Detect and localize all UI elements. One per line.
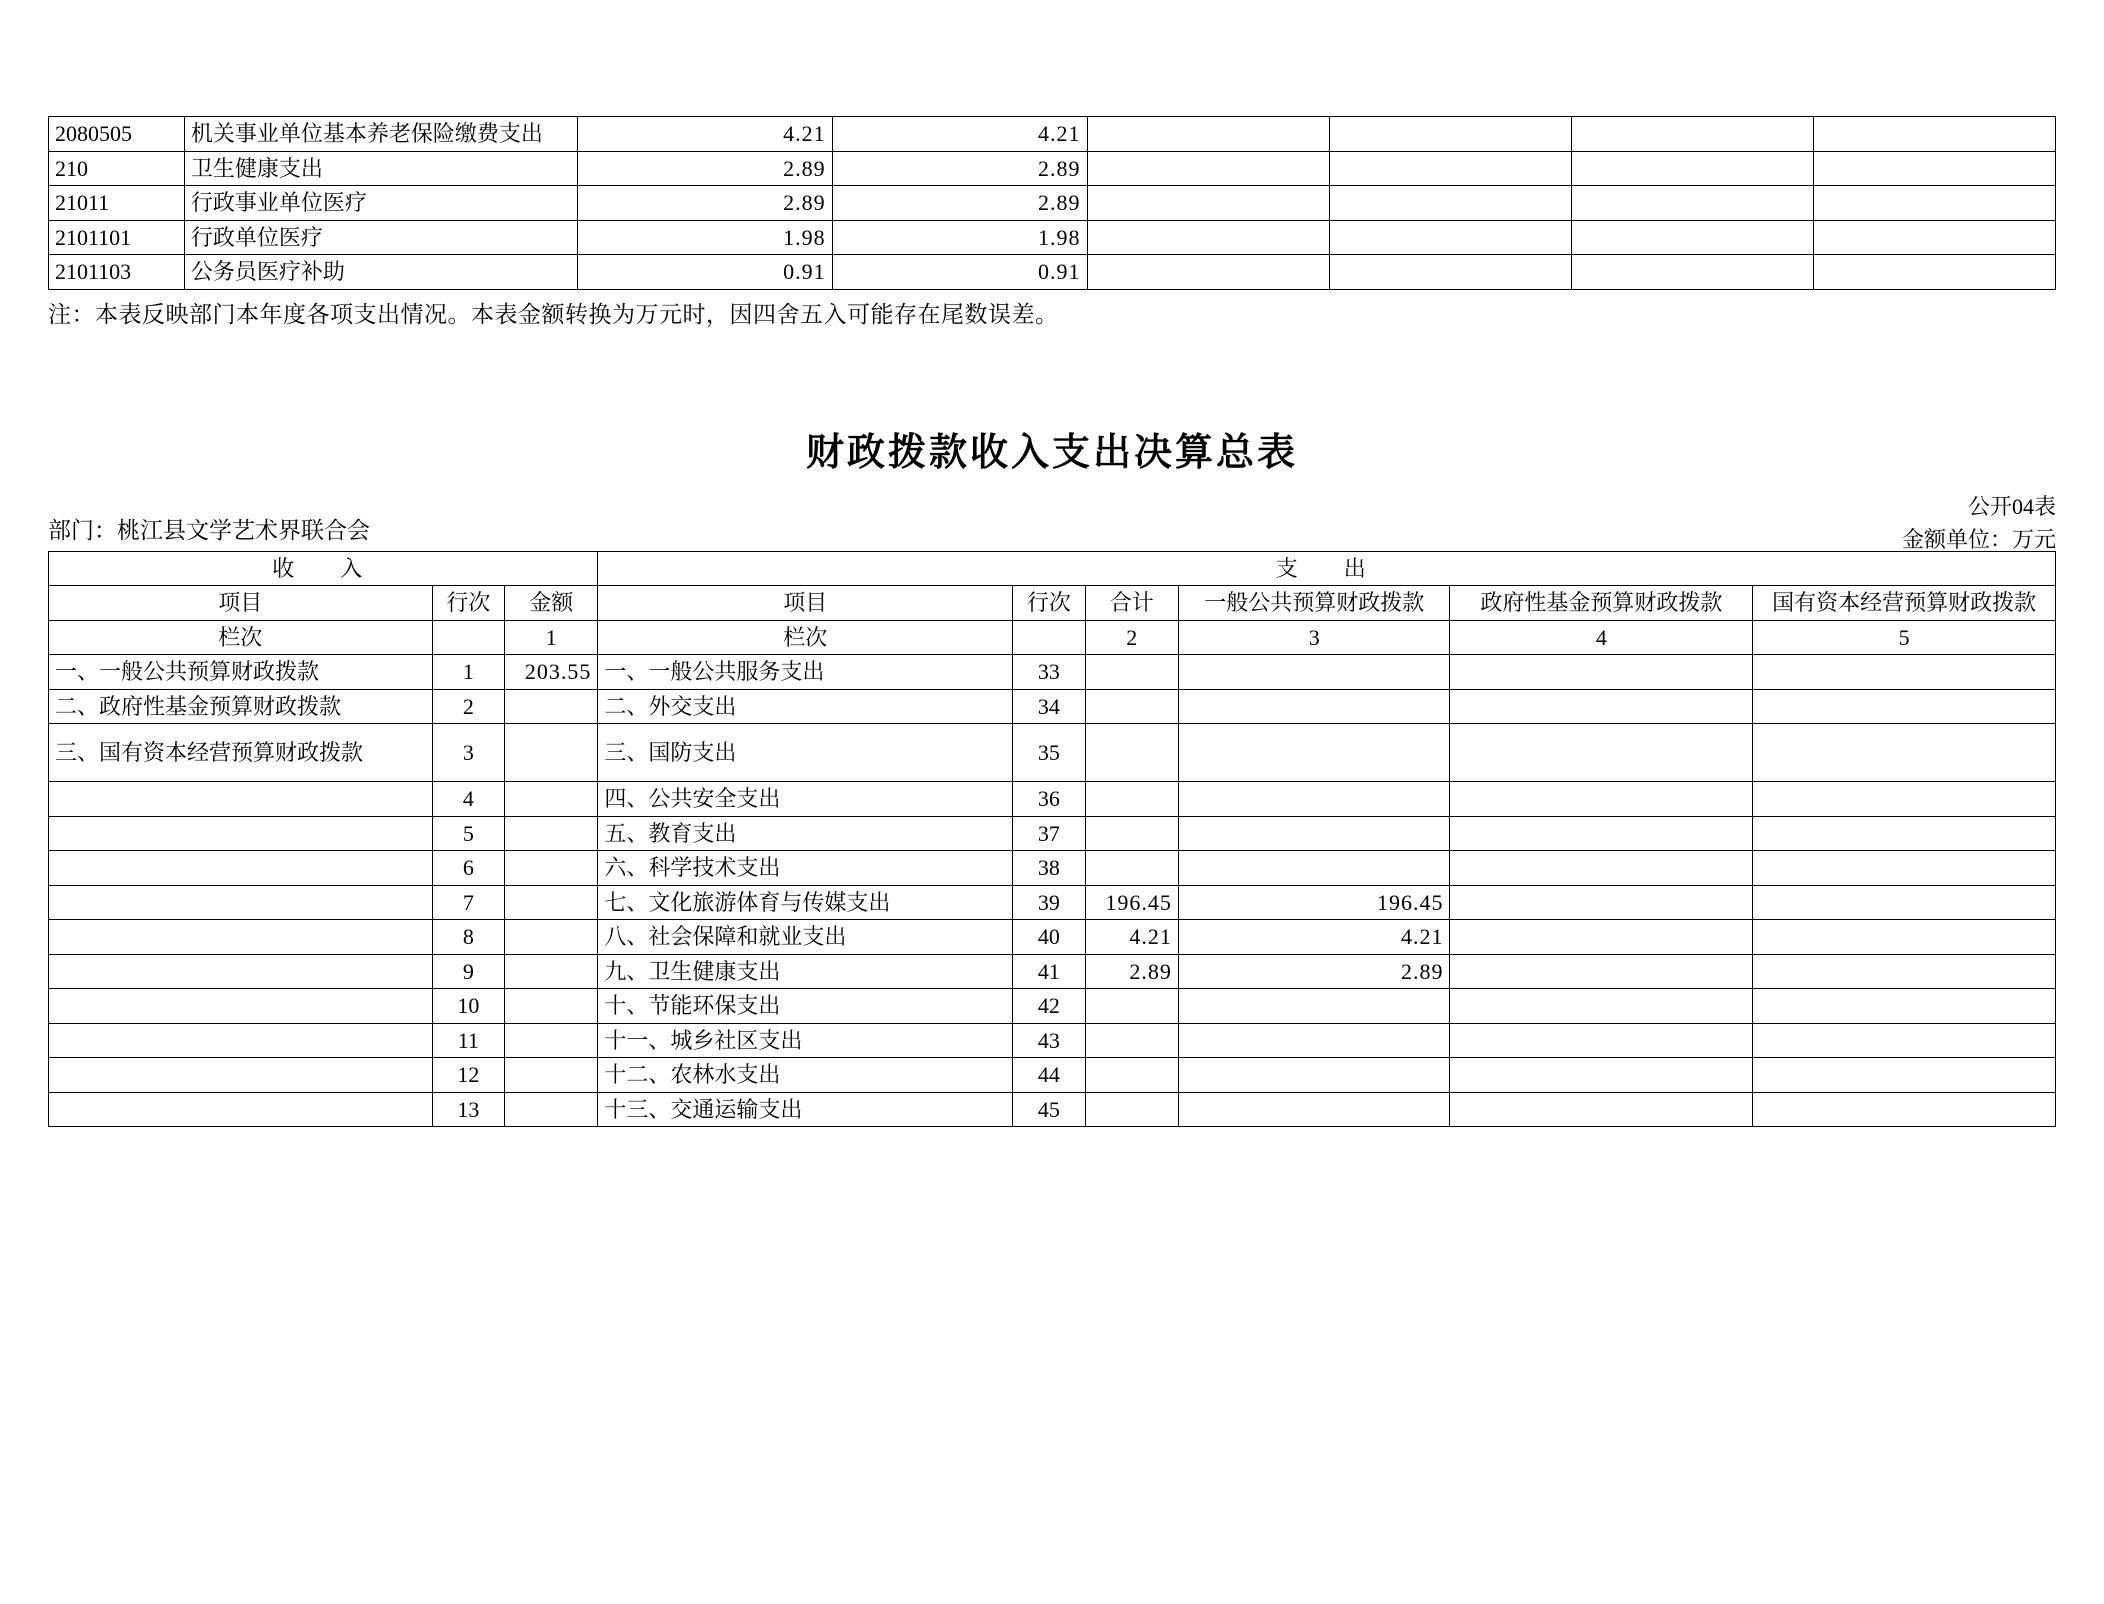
cell-value-4 [1329, 255, 1571, 290]
cell-value-1: 2.89 [577, 186, 832, 221]
income-row-no: 6 [432, 851, 505, 886]
document-page [0, 116, 2104, 1604]
expense-row-no: 44 [1013, 1058, 1086, 1093]
expense-row-no: 33 [1013, 655, 1086, 690]
income-item [49, 885, 433, 920]
cell-value-1: 4.21 [577, 117, 832, 152]
cell-code: 21011 [49, 186, 185, 221]
table-row [49, 782, 2056, 817]
table-row [49, 151, 2056, 186]
header-general-budget: 一般公共预算财政拨款 [1178, 586, 1450, 621]
income-item [49, 1058, 433, 1093]
expense-item: 八、社会保障和就业支出 [598, 920, 1013, 955]
cell-value-3 [1087, 255, 1329, 290]
expense-item: 五、教育支出 [598, 816, 1013, 851]
expense-col-label: 栏次 [598, 620, 1013, 655]
cell-code: 2101103 [49, 255, 185, 290]
expense-item: 九、卫生健康支出 [598, 954, 1013, 989]
expense-fund [1450, 885, 1753, 920]
header-government-fund: 政府性基金预算财政拨款 [1450, 586, 1753, 621]
income-amount [505, 954, 598, 989]
expense-general: 4.21 [1178, 920, 1450, 955]
expense-fund [1450, 1058, 1753, 1093]
table-note: 注：本表反映部门本年度各项支出情况。本表金额转换为万元时，因四舍五入可能存在尾数误差。 [48, 301, 1059, 327]
header-income-amount: 金额 [505, 586, 598, 621]
expense-row-no: 35 [1013, 724, 1086, 782]
col-num-2: 2 [1085, 620, 1178, 655]
expense-item: 十、节能环保支出 [598, 989, 1013, 1024]
income-amount [505, 1023, 598, 1058]
table-row [49, 724, 2056, 782]
expense-total [1085, 724, 1178, 782]
cell-value-5 [1571, 220, 1813, 255]
header-expense-row-no: 行次 [1013, 586, 1086, 621]
income-item: 三、国有资本经营预算财政拨款 [49, 724, 433, 782]
table-column-header-row [49, 586, 2056, 621]
cell-value-4 [1329, 186, 1571, 221]
income-item [49, 1092, 433, 1127]
expense-total [1085, 1058, 1178, 1093]
col-num-4: 4 [1450, 620, 1753, 655]
expense-total [1085, 1023, 1178, 1058]
expense-item: 七、文化旅游体育与传媒支出 [598, 885, 1013, 920]
expense-row-no: 39 [1013, 885, 1086, 920]
cell-value-3 [1087, 151, 1329, 186]
expense-fund [1450, 724, 1753, 782]
expense-item: 三、国防支出 [598, 724, 1013, 782]
cell-value-1: 2.89 [577, 151, 832, 186]
table-row [49, 255, 2056, 290]
cell-value-2: 2.89 [832, 186, 1087, 221]
expense-total [1085, 782, 1178, 817]
cell-value-1: 0.91 [577, 255, 832, 290]
expense-fund [1450, 989, 1753, 1024]
income-item: 一、一般公共预算财政拨款 [49, 655, 433, 690]
income-row-no: 11 [432, 1023, 505, 1058]
expense-capital [1753, 885, 2056, 920]
cell-value-5 [1571, 117, 1813, 152]
cell-value-4 [1329, 151, 1571, 186]
income-col-label: 栏次 [49, 620, 433, 655]
cell-value-6 [1813, 151, 2055, 186]
expense-capital [1753, 816, 2056, 851]
table-row [49, 220, 2056, 255]
cell-value-6 [1813, 255, 2055, 290]
expense-item: 十二、农林水支出 [598, 1058, 1013, 1093]
expense-general: 196.45 [1178, 885, 1450, 920]
header-expense-total: 合计 [1085, 586, 1178, 621]
expense-capital [1753, 655, 2056, 690]
table-row [49, 117, 2056, 152]
expense-total [1085, 851, 1178, 886]
income-group-header: 收 入 [49, 551, 598, 586]
expense-item: 四、公共安全支出 [598, 782, 1013, 817]
expense-general [1178, 1058, 1450, 1093]
cell-value-3 [1087, 220, 1329, 255]
income-amount [505, 724, 598, 782]
expense-capital [1753, 689, 2056, 724]
expense-total: 4.21 [1085, 920, 1178, 955]
cell-code: 210 [49, 151, 185, 186]
income-item [49, 816, 433, 851]
amount-unit: 金额单位：万元 [1901, 526, 2056, 552]
expense-general [1178, 1023, 1450, 1058]
expense-row-no: 42 [1013, 989, 1086, 1024]
expense-general [1178, 851, 1450, 886]
expense-general [1178, 689, 1450, 724]
expense-capital [1753, 782, 2056, 817]
col-num-1: 1 [505, 620, 598, 655]
cell-value-4 [1329, 220, 1571, 255]
expense-item: 十一、城乡社区支出 [598, 1023, 1013, 1058]
income-amount [505, 989, 598, 1024]
table-row [49, 954, 2056, 989]
expense-item: 十三、交通运输支出 [598, 1092, 1013, 1127]
expense-general [1178, 1092, 1450, 1127]
expense-capital [1753, 989, 2056, 1024]
expense-total [1085, 689, 1178, 724]
cell-value-6 [1813, 117, 2055, 152]
cell-value-5 [1571, 186, 1813, 221]
income-row-no: 8 [432, 920, 505, 955]
cell-name: 卫生健康支出 [184, 151, 577, 186]
expense-fund [1450, 782, 1753, 817]
income-row-no: 10 [432, 989, 505, 1024]
col-num-3: 3 [1178, 620, 1450, 655]
income-row-no: 5 [432, 816, 505, 851]
expense-fund [1450, 1092, 1753, 1127]
spacer-cell [432, 620, 505, 655]
table-group-header-row [49, 551, 2056, 586]
expense-general [1178, 655, 1450, 690]
expense-group-header: 支 出 [598, 551, 2056, 586]
header-state-capital: 国有资本经营预算财政拨款 [1753, 586, 2056, 621]
expenditure-continuation-table [48, 116, 2056, 329]
income-item [49, 851, 433, 886]
income-item [49, 1023, 433, 1058]
cell-value-3 [1087, 117, 1329, 152]
form-number: 公开04表 [1967, 493, 2056, 519]
cell-name: 行政事业单位医疗 [184, 186, 577, 221]
cell-value-1: 1.98 [577, 220, 832, 255]
expense-capital [1753, 1058, 2056, 1093]
table-column-number-row [49, 620, 2056, 655]
income-amount: 203.55 [505, 655, 598, 690]
cell-value-5 [1571, 255, 1813, 290]
table-row [49, 186, 2056, 221]
expense-capital [1753, 851, 2056, 886]
cell-name: 机关事业单位基本养老保险缴费支出 [184, 117, 577, 152]
cell-value-2: 4.21 [832, 117, 1087, 152]
income-item: 二、政府性基金预算财政拨款 [49, 689, 433, 724]
income-row-no: 12 [432, 1058, 505, 1093]
table-row [49, 689, 2056, 724]
income-amount [505, 1058, 598, 1093]
expense-item: 六、科学技术支出 [598, 851, 1013, 886]
cell-value-3 [1087, 186, 1329, 221]
income-row-no: 3 [432, 724, 505, 782]
expense-item: 二、外交支出 [598, 689, 1013, 724]
expense-row-no: 43 [1013, 1023, 1086, 1058]
expense-general [1178, 782, 1450, 817]
expense-row-no: 34 [1013, 689, 1086, 724]
expense-fund [1450, 851, 1753, 886]
income-item [49, 782, 433, 817]
income-row-no: 1 [432, 655, 505, 690]
expense-capital [1753, 1023, 2056, 1058]
spacer-cell [1013, 620, 1086, 655]
income-amount [505, 689, 598, 724]
department-label: 部门：桃江县文学艺术界联合会 [48, 517, 370, 543]
cell-name: 行政单位医疗 [184, 220, 577, 255]
cell-name: 公务员医疗补助 [184, 255, 577, 290]
expense-total: 2.89 [1085, 954, 1178, 989]
expense-fund [1450, 920, 1753, 955]
cell-value-5 [1571, 151, 1813, 186]
expense-capital [1753, 724, 2056, 782]
cell-value-4 [1329, 117, 1571, 152]
expense-item: 一、一般公共服务支出 [598, 655, 1013, 690]
income-item [49, 954, 433, 989]
table-row [49, 989, 2056, 1024]
expense-row-no: 41 [1013, 954, 1086, 989]
income-amount [505, 1092, 598, 1127]
income-row-no: 2 [432, 689, 505, 724]
income-amount [505, 816, 598, 851]
expense-fund [1450, 816, 1753, 851]
expense-row-no: 40 [1013, 920, 1086, 955]
cell-value-6 [1813, 220, 2055, 255]
cell-code: 2101101 [49, 220, 185, 255]
expense-row-no: 37 [1013, 816, 1086, 851]
col-num-5: 5 [1753, 620, 2056, 655]
expense-general [1178, 724, 1450, 782]
table-row [49, 1023, 2056, 1058]
expense-general: 2.89 [1178, 954, 1450, 989]
expense-row-no: 36 [1013, 782, 1086, 817]
income-row-no: 13 [432, 1092, 505, 1127]
income-amount [505, 920, 598, 955]
cell-value-6 [1813, 186, 2055, 221]
income-row-no: 9 [432, 954, 505, 989]
table-row [49, 920, 2056, 955]
expense-fund [1450, 1023, 1753, 1058]
expense-capital [1753, 920, 2056, 955]
expense-fund [1450, 689, 1753, 724]
income-row-no: 4 [432, 782, 505, 817]
expense-fund [1450, 655, 1753, 690]
cell-value-2: 1.98 [832, 220, 1087, 255]
fiscal-appropriation-table [48, 551, 2056, 1128]
cell-value-2: 0.91 [832, 255, 1087, 290]
expense-capital [1753, 1092, 2056, 1127]
header-income-item: 项目 [49, 586, 433, 621]
income-amount [505, 782, 598, 817]
expense-total: 196.45 [1085, 885, 1178, 920]
income-row-no: 7 [432, 885, 505, 920]
expense-capital [1753, 954, 2056, 989]
income-amount [505, 851, 598, 886]
header-income-row-no: 行次 [432, 586, 505, 621]
expense-total [1085, 989, 1178, 1024]
expense-row-no: 45 [1013, 1092, 1086, 1127]
table-row [49, 885, 2056, 920]
expense-total [1085, 816, 1178, 851]
income-item [49, 920, 433, 955]
table-row [49, 655, 2056, 690]
expense-total [1085, 1092, 1178, 1127]
expense-fund [1450, 954, 1753, 989]
table-row [49, 1092, 2056, 1127]
cell-code: 2080505 [49, 117, 185, 152]
income-amount [505, 885, 598, 920]
income-item [49, 989, 433, 1024]
expense-row-no: 38 [1013, 851, 1086, 886]
table-row [49, 816, 2056, 851]
header-expense-item: 项目 [598, 586, 1013, 621]
expense-general [1178, 816, 1450, 851]
table-row [49, 1058, 2056, 1093]
expense-general [1178, 989, 1450, 1024]
cell-value-2: 2.89 [832, 151, 1087, 186]
page-title: 财政拨款收入支出决算总表 [805, 431, 1298, 474]
table-row [49, 851, 2056, 886]
expense-total [1085, 655, 1178, 690]
